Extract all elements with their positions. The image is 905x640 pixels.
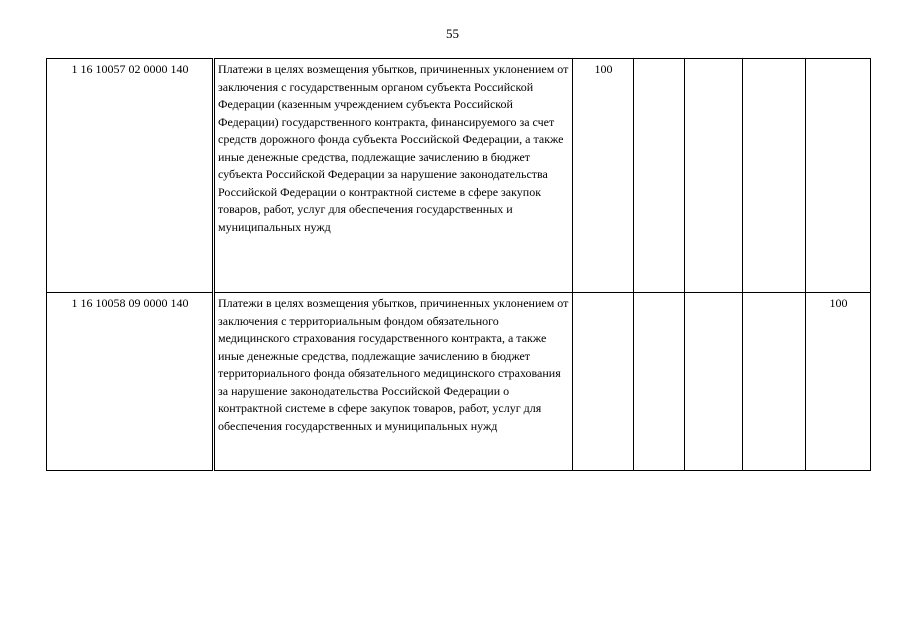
budget-code-cell: 1 16 10057 02 0000 140 [47, 59, 214, 293]
value-cell-3 [685, 59, 743, 293]
value-cell-5: 100 [806, 293, 871, 471]
budget-revenue-table [46, 58, 871, 471]
value-cell-2 [634, 59, 685, 293]
value-cell-1: 100 [573, 59, 634, 293]
value-cell-4 [743, 59, 806, 293]
budget-code-cell: 1 16 10058 09 0000 140 [47, 293, 214, 471]
value-cell-1 [573, 293, 634, 471]
value-cell-2 [634, 293, 685, 471]
table-row [47, 59, 871, 293]
description-cell: Платежи в целях возмещения убытков, причиненных уклонением от заключения с территориальным фондом обязательного медицинского страхования государственного контракта, а также иные денежные средства, подлежащие зачислению в бюджет территориального фонда обязательного медицинского страхования за нарушение законодательства Российской Федерации о контрактной системе в сфере закупок товаров, работ, услуг для обеспечения государственных и муниципальных нужд [214, 293, 573, 471]
value-cell-4 [743, 293, 806, 471]
value-cell-5 [806, 59, 871, 293]
page-number: 55 [446, 26, 459, 41]
table-row [47, 293, 871, 471]
description-cell: Платежи в целях возмещения убытков, причиненных уклонением от заключения с государственным органом субъекта Российской Федерации (казенным учреждением субъекта Российской Федерации) государственного контракта, финансируемого за счет средств дорожного фонда субъекта Российской Федерации, а также иные денежные средства, подлежащие зачислению в бюджет субъекта Российской Федерации за нарушение законодательства Российской Федерации о контрактной системе в сфере закупок товаров, работ, услуг для обеспечения государственных и муниципальных нужд [214, 59, 573, 293]
value-cell-3 [685, 293, 743, 471]
